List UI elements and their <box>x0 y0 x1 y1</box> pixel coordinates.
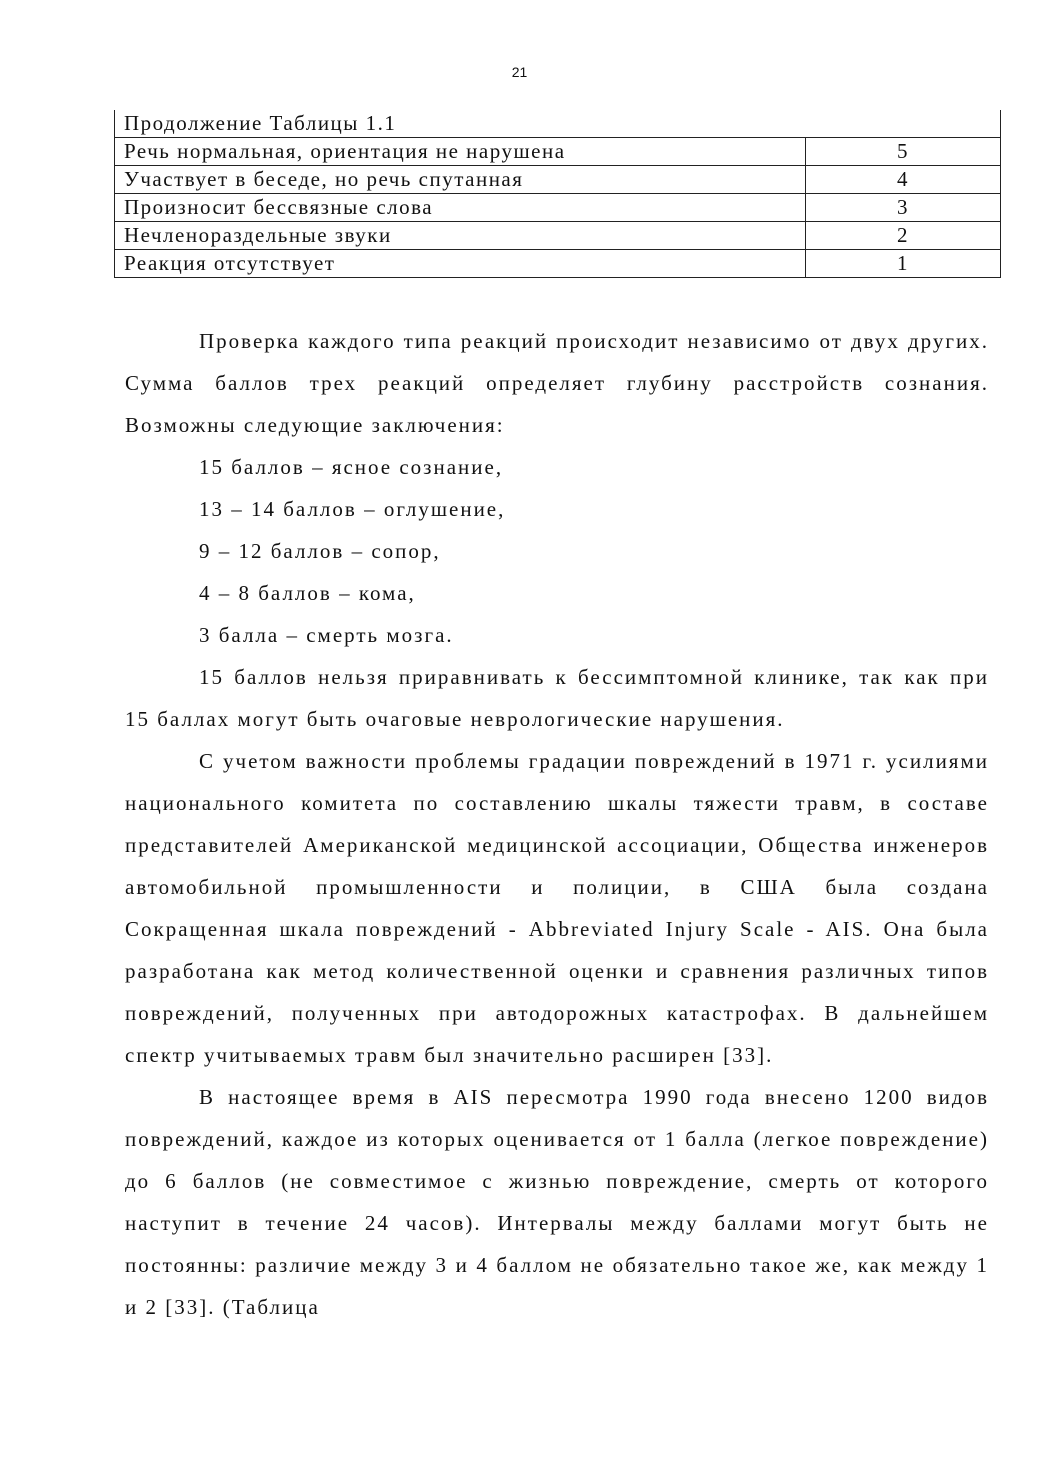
score-table <box>114 110 1001 278</box>
row-label: Нечленораздельные звуки <box>115 222 806 250</box>
table-row <box>115 250 1001 278</box>
list-item: 9 – 12 баллов – сопор, <box>199 539 441 563</box>
paragraph-note: 15 баллов нельзя приравнивать к бессимптомной клинике, так как при 15 баллах могут быть очаговые неврологические нарушения. <box>125 665 989 731</box>
row-label: Речь нормальная, ориентация не нарушена <box>115 138 806 166</box>
list-item: 15 баллов – ясное сознание, <box>199 455 504 479</box>
paragraph-assessment: Проверка каждого типа реакций происходит независимо от двух других. Сумма баллов трех реакций определяет глубину расстройств сознания. Возможны следующие заключения: <box>125 329 989 437</box>
row-score: 2 <box>806 222 1001 250</box>
row-label: Реакция отсутствует <box>115 250 806 278</box>
row-score: 5 <box>806 138 1001 166</box>
paragraph-ais-history: С учетом важности проблемы градации повреждений в 1971 г. усилиями национального комитета по составлению шкалы тяжести травм, в составе представителей Американской медицинской ассоциации, Общества инженеров автомобильной промышленности и полиции, в США была создана Сокращенная шкала повреждений - Abbreviated Injury Scale - AIS. Она была разработана как метод количественной оценки и сравнения различных типов повреждений, полученных при автодорожных катастрофах. В дальнейшем спектр учитываемых травм был значительно расширен [33]. <box>125 749 989 1067</box>
body-text <box>125 320 989 1328</box>
list-item: 4 – 8 баллов – кома, <box>199 581 416 605</box>
table-caption-row <box>115 110 1001 138</box>
table-row <box>115 166 1001 194</box>
row-label: Произносит бессвязные слова <box>115 194 806 222</box>
list-item: 13 – 14 баллов – оглушение, <box>199 497 506 521</box>
row-score: 3 <box>806 194 1001 222</box>
row-score: 4 <box>806 166 1001 194</box>
table-caption: Продолжение Таблицы 1.1 <box>115 110 1001 138</box>
paragraph-ais-current: В настоящее время в AIS пересмотра 1990 года внесено 1200 видов повреждений, каждое из которых оценивается от 1 балла (легкое повреждение) до 6 баллов (не совместимое с жизнью повреждение, смерть от которого наступит в течение 24 часов). Интервалы между баллами могут быть не постоянны: различие между 3 и 4 баллом не обязательно такое же, как между 1 и 2 [33]. (Таблица <box>125 1085 989 1319</box>
table-row <box>115 138 1001 166</box>
table-row <box>115 194 1001 222</box>
row-label: Участвует в беседе, но речь спутанная <box>115 166 806 194</box>
table-row <box>115 222 1001 250</box>
row-score: 1 <box>806 250 1001 278</box>
page-number: 21 <box>511 64 528 80</box>
list-item: 3 балла – смерть мозга. <box>199 623 454 647</box>
